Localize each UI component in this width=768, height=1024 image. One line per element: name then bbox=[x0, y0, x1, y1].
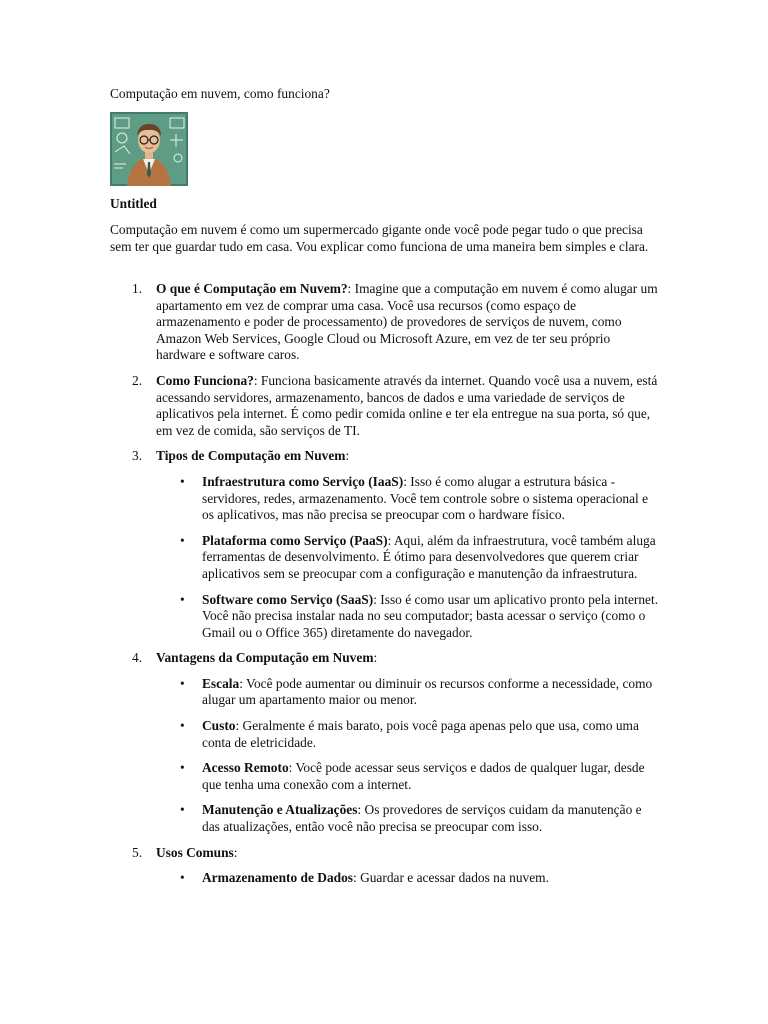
list-item-number: 2. bbox=[132, 372, 143, 388]
bullet-item-text: : Guardar e acessar dados na nuvem. bbox=[353, 870, 549, 886]
bullet-item-title: Armazenamento de Dados bbox=[202, 870, 353, 886]
bullet-list bbox=[156, 676, 660, 836]
list-item bbox=[110, 448, 660, 641]
list-item-title: Usos Comuns bbox=[156, 844, 234, 860]
bullet-item-title: Manutenção e Atualizações bbox=[202, 802, 358, 818]
bullet-item-title: Plataforma como Serviço (PaaS) bbox=[202, 532, 388, 548]
section-heading: Untitled bbox=[110, 196, 157, 211]
bullet-list bbox=[156, 870, 660, 887]
bullet-item-title: Infraestrutura como Serviço (IaaS) bbox=[202, 473, 404, 489]
list-item-title: Tipos de Computação em Nuvem bbox=[156, 448, 346, 464]
bullet-item-text: : Isso é como alugar a estrutura básica - servidores, redes, armazenamento. Você tem controle sobre o sistema operacional e os aplicativos, mas não precisa se preocupar com o hardware físico. bbox=[202, 473, 649, 523]
list-item-number: 3. bbox=[132, 448, 143, 464]
bullet-item-title: Escala bbox=[202, 675, 240, 691]
bullet-item-text: : Você pode aumentar ou diminuir os recursos conforme a necessidade, como alugar um apartamento maior ou menor. bbox=[202, 675, 653, 708]
bullet-item bbox=[156, 760, 660, 793]
bullet-item bbox=[156, 802, 660, 835]
bullet-item-title: Software como Serviço (SaaS) bbox=[202, 591, 374, 607]
author-avatar-image bbox=[110, 112, 188, 186]
list-item-number: 5. bbox=[132, 844, 143, 860]
list-item-text: : Funciona basicamente através da internet. Quando você usa a nuvem, está acessando servidores, armazenamento, bancos de dados e uma variedade de serviços de aplicativos pela internet. É como pedir comida online e ter ela entregue na sua porta, só que, em vez de comida, são serviços de TI. bbox=[156, 372, 658, 438]
bullet-item-title: Custo bbox=[202, 718, 236, 734]
list-item-text: : bbox=[345, 448, 350, 464]
list-item bbox=[110, 373, 660, 439]
list-item-number: 1. bbox=[132, 281, 143, 296]
bullet-item bbox=[156, 718, 660, 751]
bullet-item bbox=[156, 592, 660, 642]
bullet-item bbox=[156, 870, 660, 887]
bullet-item-text: : Geralmente é mais barato, pois você paga apenas pelo que usa, como uma conta de eletricidade. bbox=[202, 718, 639, 750]
list-item-title: Vantagens da Computação em Nuvem bbox=[156, 650, 374, 666]
list-item-text: : bbox=[373, 650, 378, 666]
bullet-marker: • bbox=[180, 675, 185, 691]
bullet-item bbox=[156, 474, 660, 524]
bullet-item-text: : Aqui, além da infraestrutura, você também aluga ferramentas de desenvolvimento. É ótimo para desenvolvedores que querem criar aplicativos sem se preocupar com a configuração e manutenção da infraestrutura. bbox=[202, 532, 656, 581]
list-item-title: Como Funciona? bbox=[156, 372, 254, 388]
list-item-number: 4. bbox=[132, 650, 143, 666]
bullet-item bbox=[156, 676, 660, 709]
bullet-marker: • bbox=[180, 870, 185, 886]
list-item-text: : bbox=[233, 844, 238, 860]
bullet-marker: • bbox=[180, 591, 185, 607]
bullet-item bbox=[156, 533, 660, 583]
document-title: Computação em nuvem, como funciona? bbox=[110, 86, 330, 101]
bullet-marker: • bbox=[180, 473, 185, 489]
bullet-item-text: : Os provedores de serviços cuidam da manutenção e das atualizações, então você não precisa se preocupar com isso. bbox=[202, 802, 642, 835]
bullet-marker: • bbox=[180, 802, 185, 818]
intro-paragraph: Computação em nuvem é como um supermercado gigante onde você pode pegar tudo o que precisa sem ter que guardar tudo em casa. Vou explicar como funciona de uma maneira bem simples e clara. bbox=[110, 222, 649, 254]
bullet-marker: • bbox=[180, 718, 185, 734]
list-item bbox=[110, 650, 660, 835]
numbered-list bbox=[110, 281, 660, 896]
list-item-text: : Imagine que a computação em nuvem é como alugar um apartamento em vez de comprar uma casa. Você usa recursos (como espaço de armazenamento e poder de processamento) de provedores de serviços de nuvem, como Amazon Web Services, Google Cloud ou Microsoft Azure, em vez de ter seu próprio hardware e software caros. bbox=[156, 281, 658, 363]
list-item bbox=[110, 845, 660, 887]
list-item bbox=[110, 281, 660, 364]
bullet-item-text: : Você pode acessar seus serviços e dados de qualquer lugar, desde que tenha uma conexão com a internet. bbox=[202, 760, 645, 792]
bullet-item-title: Acesso Remoto bbox=[202, 760, 289, 776]
bullet-list bbox=[156, 474, 660, 641]
list-item-title: O que é Computação em Nuvem? bbox=[156, 281, 348, 296]
bullet-marker: • bbox=[180, 532, 185, 548]
bullet-marker: • bbox=[180, 760, 185, 776]
bullet-item-text: : Isso é como usar um aplicativo pronto pela internet. Você não precisa instalar nada no seu computador; basta acessar o serviço (como o Gmail ou o Office 365) diretamente do navegador. bbox=[202, 591, 659, 640]
